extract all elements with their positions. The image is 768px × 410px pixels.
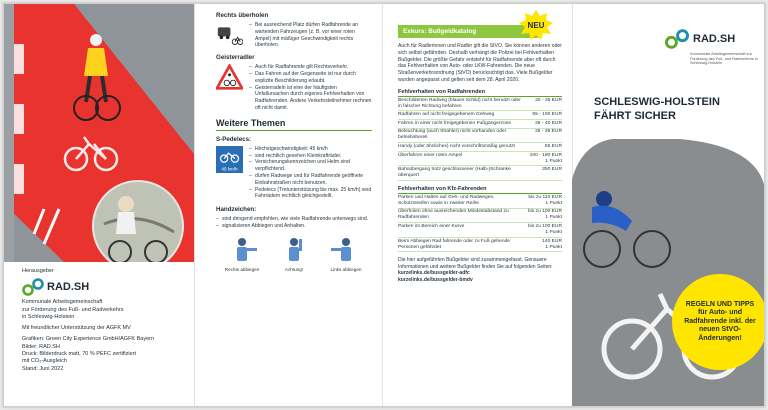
org-line: zur Förderung des Fuß- und Radverkehrs <box>22 306 124 313</box>
brand-subtitle: Kommunale Arbeitsgemeinschaft zur Förderung des Fuß- und Radverkehrs in Schleswig-Holstein <box>690 52 758 66</box>
fine-row <box>398 223 562 238</box>
new-star-badge <box>519 10 553 40</box>
fine-row <box>398 111 562 120</box>
more-topics-heading: Weitere Themen <box>216 118 372 131</box>
panel-back <box>4 4 194 407</box>
rad-logo-icon <box>22 278 44 296</box>
fine-amount: 140 EUR 1 Punkt <box>524 237 562 252</box>
org-line: in Schleswig-Holstein <box>22 313 75 320</box>
pedelec-item: – Versicherungskennzeichen und Helm sind verpflichtend. <box>249 159 372 173</box>
fine-offense: Fahren in einer nicht freigegebenen Fußgängerzone <box>398 119 526 128</box>
figure-label: Rechts abbiegen <box>224 266 260 272</box>
fine-row <box>398 119 562 128</box>
ghost-item: – Geisterradeln ist eine der häufigsten Unfallursachen durch eigenes Fehlverhalten von Radfahrenden. Andere Verkehrsteilnehmer rechnen oft nicht damit. <box>249 85 372 112</box>
fine-amount: bis zu 100 EUR 1 Punkt <box>524 208 562 223</box>
pedelec-item: – sind rechtlich gesehen Kleinkrafträder. <box>249 153 372 160</box>
fine-row <box>398 97 562 111</box>
fine-amount: 25 - 35 EUR <box>526 128 562 143</box>
imprint <box>22 268 187 373</box>
credit-line: Stand: Juni 2022 <box>22 365 64 372</box>
fine-row <box>398 208 562 223</box>
panel-rules <box>194 4 382 407</box>
brand-name: RAD.SH <box>693 33 736 45</box>
fine-row <box>398 166 562 181</box>
ghost-item: – Auch für Radfahrende gilt Rechtsverkehr. <box>249 64 372 71</box>
fines-intro: Auch für Radlerinnen und Radler gilt die StVO. Sie können anderen oder sich selbst gefährden. Deshalb verhängt die Polizei bei Fehlverhalten Bußgelder. Die größte Gefahr entsteht für Radfahrende aber oft durch das Fehlverhalten von Auto- oder LKW-Fahrenden. Die neue Straßenverkehrsordnung (StVO) berücksichtigt das. Viele Bußgelder wurden angepasst und gelten seit dem 28. April 2020. <box>398 43 562 83</box>
fines-outro <box>398 257 562 283</box>
brand-name: RAD.SH <box>47 280 90 293</box>
credit-line: Bilder: RAD.SH <box>22 343 60 350</box>
brand-logo <box>22 278 187 296</box>
fine-row <box>398 194 562 208</box>
figure-label: Links abbiegen <box>330 266 362 272</box>
fine-amount: 55 EUR <box>526 143 562 152</box>
hand-signal-figures <box>216 237 372 272</box>
fine-offense: Bahnübergang trotz geschlossener (Halb-)Schranke überquert <box>398 166 526 181</box>
fine-row <box>398 151 562 166</box>
pedelec-item: – dürfen Radwege und für Radfahrende geöffnete Einbahnstraßen nicht benutzen. <box>249 173 372 187</box>
cyclist-photo <box>4 4 194 262</box>
ghost-heading: Geisterradler <box>216 54 255 62</box>
ghost-item: – Das Fahren auf der Gegenseite ist nur durch explizite Beschilderung erlaubt. <box>249 71 372 85</box>
cyclist-right-arm-icon <box>227 237 257 265</box>
fine-offense: Überholen ohne ausreichenden Mindestabstand zu Radfahrenden <box>398 208 524 223</box>
credit-line: Grafiken: Green City Experience GmbH/AGFK Bayern <box>22 336 155 343</box>
rad-logo-icon <box>664 29 690 49</box>
credit-line: mit CO₂-Ausgleich <box>22 358 67 365</box>
fine-offense: Parken im Bereich einer Kurve <box>398 223 524 238</box>
fine-amount: 350 EUR <box>526 166 562 181</box>
fine-amount: 20 - 35 EUR <box>526 97 562 111</box>
figure-label: Achtung! <box>284 266 304 272</box>
pedelec-block <box>216 146 372 200</box>
cyclist-arm-up-icon <box>279 237 309 265</box>
pedelec-heading: S-Pedelecs: <box>216 135 252 143</box>
panel-cover <box>572 4 765 407</box>
figure-attention <box>277 237 311 272</box>
cyclist-left-arm-icon <box>331 237 361 265</box>
cover-title-line: SCHLESWIG-HOLSTEIN <box>594 96 720 108</box>
fines-link[interactable]: kurzelinks.de/bussgelder-adfc <box>398 270 470 277</box>
hand-signal-item: – sind dringend empfohlen, wie viele Radfahrende unterwegs sind. <box>216 216 372 223</box>
pedelec-sign-text: 45 km/h <box>221 166 238 172</box>
bike-fines-table <box>398 97 562 181</box>
fine-offense: Beschilderten Radweg (blaues Schild) nicht benutzt oder in falscher Richtung befahren <box>398 97 526 111</box>
warning-sign-icon <box>216 64 243 91</box>
overtake-block <box>216 22 372 49</box>
pedelec-item: – Pedelecs (Tretunterstützung bis max. 25 km/h) sind Fahrrädern rechtlich gleichgestellt. <box>249 187 372 201</box>
badge-text: REGELN UND TIPPS für Auto- und Radfahrende inkl. der neuen StVO-Änderungen! <box>684 300 756 342</box>
fine-row <box>398 128 562 143</box>
fine-amount: bis zu 100 EUR 1 Punkt <box>524 223 562 238</box>
fine-amount: bis zu 110 EUR 1 Punkt <box>524 194 562 208</box>
figure-left-turn <box>329 237 363 272</box>
car-fines-heading: Fehlverhalten von Kfz-Fahrenden <box>398 186 562 194</box>
fine-amount: 100 - 180 EUR 1 Punkt <box>526 151 562 166</box>
overtake-heading: Rechts überholen <box>216 12 269 19</box>
fine-offense: Überfahren einer roten Ampel <box>398 151 526 166</box>
ghost-block <box>216 64 372 112</box>
fine-row <box>398 143 562 152</box>
cover-title-line: FÄHRT SICHER <box>594 110 676 122</box>
cover-logo <box>664 26 759 66</box>
flyer-sheet <box>3 3 765 407</box>
fine-offense: Handy (oder ähnliches) nicht vorschriftsmäßig genutzt <box>398 143 526 152</box>
fine-offense: Beleuchtung (auch Strahler) nicht vorhanden oder betriebsbereit <box>398 128 526 143</box>
fine-offense: Parken und Halten auf Geh- und Radwegen, Schutzstreifen sowie in zweiter Reihe <box>398 194 524 208</box>
cover-title <box>594 95 720 123</box>
fines-link[interactable]: kurzelinks.de/bussgelder-bmdv <box>398 276 473 283</box>
pedelec-sign-icon <box>216 146 243 173</box>
overtake-item: – Bei ausreichend Platz dürfen Radfahrende an wartenden Fahrzeugen (z. B. vor einer roten Ampel) mit mäßiger Geschwindigkeit rechts überholen. <box>249 22 372 49</box>
new-badge-text: NEU <box>527 21 545 30</box>
car-fines-table <box>398 194 562 252</box>
fine-row <box>398 237 562 252</box>
hand-signal-item: – signalisieren Abbiegen und Anhalten. <box>216 223 372 230</box>
bike-fines-heading: Fehlverhalten von Radfahrenden <box>398 89 562 97</box>
fine-offense: Radfahren auf nicht freigegebenem Gehweg <box>398 111 526 120</box>
yellow-tips-badge <box>672 274 765 370</box>
car-cyclist-icon <box>216 22 243 49</box>
outro-text: Die hier aufgeführten Bußgelder sind zusammengefasst. Genauere Informationen und weitere Bußgelder finden Sie auf folgenden Seiten: <box>398 257 553 270</box>
panel-fines <box>382 4 572 407</box>
publisher-label: Herausgeber <box>22 268 54 274</box>
credit-line: Druck: Bilderdruck matt, 70 % PEFC zertifiziert <box>22 351 137 358</box>
pedelec-item: – Höchstgeschwindigkeit: 45 km/h <box>249 146 372 153</box>
fine-amount: 25 - 40 EUR <box>526 119 562 128</box>
fines-banner: Exkurs: Bußgeldkatalog <box>398 25 538 38</box>
support-note: Mit freundlicher Unterstützung der AGFK MV <box>22 325 131 332</box>
figure-right-turn <box>225 237 259 272</box>
fine-offense: Beim Abbiegen Rad fahrende oder zu Fuß gehende Personen gefährdet <box>398 237 524 252</box>
fine-amount: 55 - 100 EUR <box>526 111 562 120</box>
hand-signal-heading: Handzeichen: <box>216 206 257 214</box>
org-line: Kommunale Arbeitsgemeinschaft <box>22 299 103 306</box>
